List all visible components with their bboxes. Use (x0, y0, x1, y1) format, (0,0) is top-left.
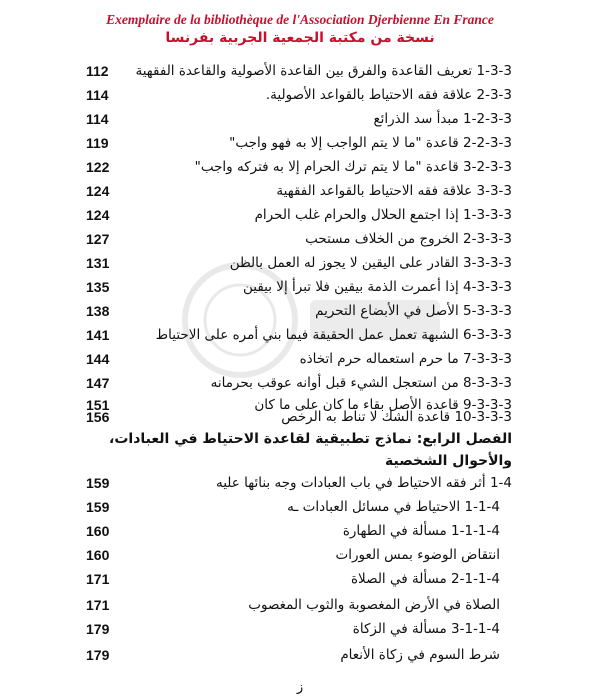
toc-row[interactable] (0, 60, 600, 82)
toc-entry-page: 124 (86, 183, 110, 199)
toc-entry-page: 124 (86, 207, 110, 223)
toc-row[interactable] (0, 84, 600, 106)
toc-entry-title: انتقاض الوضوء بمس العورات (335, 547, 500, 563)
toc-entry-title: شرط السوم في زكاة الأنعام (340, 647, 500, 663)
toc-row[interactable] (0, 132, 600, 154)
toc-entry-title: 3-3-3 علاقة فقه الاحتياط بالقواعد الفقهية (276, 183, 512, 199)
toc-row[interactable] (0, 618, 600, 640)
toc-row[interactable] (0, 568, 600, 590)
toc-row[interactable] (0, 324, 600, 346)
toc-entry-title: الصلاة في الأرض المغصوبة والثوب المغصوب (248, 597, 500, 613)
chapter-four-heading: الفصل الرابع: نماذج تطبيقية لقاعدة الاحتياط في العبادات، والأحوال الشخصية (109, 431, 512, 469)
toc-entry-title: 9-3-3-3 قاعدة الأصل بقاء ما كان على ما كان (254, 397, 512, 413)
toc-row[interactable] (0, 348, 600, 370)
toc-row[interactable] (0, 372, 600, 394)
toc-entry-title: 2-3-3-3 الخروج من الخلاف مستحب (305, 231, 512, 247)
library-stamp-arabic: نسخة من مكتبة الجمعية الجربية بفرنسا (165, 30, 435, 46)
toc-row[interactable] (0, 406, 600, 428)
toc-row[interactable] (0, 156, 600, 178)
toc-entry-page: 159 (86, 475, 110, 491)
toc-entry-title: 2-3-3 علاقة فقه الاحتياط بالقواعد الأصولية. (265, 87, 512, 103)
toc-entry-page: 179 (86, 647, 110, 663)
toc-row[interactable] (0, 108, 600, 130)
toc-row[interactable] (0, 228, 600, 250)
toc-row[interactable] (0, 276, 600, 298)
toc-entry-page: 159 (86, 499, 110, 515)
toc-row[interactable] (0, 594, 600, 616)
toc-entry-title: 2-2-3-3 قاعدة "ما لا يتم الواجب إلا به فهو واجب" (229, 135, 512, 151)
toc-entry-title: 3-1-1-4 مسألة في الزكاة (352, 621, 500, 637)
toc-entry-title: 1-2-3-3 مبدأ سد الذرائع (373, 111, 512, 127)
toc-row[interactable] (0, 496, 600, 518)
toc-row[interactable] (0, 252, 600, 274)
toc-entry-page: 119 (86, 135, 109, 151)
toc-row[interactable] (0, 544, 600, 566)
toc-entry-title: 4-3-3-3 إذا أعمرت الذمة بيقين فلا تبرأ إلا بيقين (242, 279, 512, 295)
toc-entry-page: 156 (86, 409, 110, 425)
toc-entry-title: 6-3-3-3 الشبهة تعمل عمل الحقيقة فيما بني أمره على الاحتياط (155, 327, 512, 343)
toc-entry-page: 127 (86, 231, 110, 247)
toc-entry-page: 151 (86, 397, 110, 413)
toc-row[interactable] (0, 300, 600, 322)
toc-entry-title: 7-3-3-3 ما حرم استعماله حرم اتخاذه (299, 351, 512, 367)
toc-entry-page: 114 (86, 87, 109, 103)
toc-entry-title: 5-3-3-3 الأصل في الأبضاع التحريم (315, 303, 512, 319)
toc-entry-page: 147 (86, 375, 110, 391)
toc-entry-page: 171 (86, 571, 110, 587)
toc-entry-title: 10-3-3-3 قاعدة الشك لا تناط به الرخص (281, 409, 512, 425)
toc-entry-page: 122 (86, 159, 110, 175)
toc-row[interactable] (0, 472, 600, 494)
toc-entry-page: 112 (86, 63, 109, 79)
page-letter: ز (296, 680, 304, 695)
library-stamp-french: Exemplaire de la bibliothèque de l'Association Djerbienne En France (106, 12, 494, 27)
toc-entry-title: 1-1-4 الاحتياط في مسائل العبادات ـه (287, 499, 500, 515)
toc-entry-title: 8-3-3-3 من استعجل الشيء قبل أوانه عوقب بحرمانه (210, 375, 512, 391)
toc-entry-page: 141 (86, 327, 110, 343)
toc-row[interactable] (0, 204, 600, 226)
toc-entry-title: 1-1-1-4 مسألة في الطهارة (342, 523, 500, 539)
toc-entry-title: 1-4 أثر فقه الاحتياط في باب العبادات وجه بنائها عليه (216, 475, 512, 491)
toc-entry-title: 3-3-3-3 القادر على اليقين لا يجوز له العمل بالظن (229, 255, 512, 271)
toc-row[interactable] (0, 644, 600, 666)
toc-row[interactable] (0, 520, 600, 542)
toc-entry-page: 144 (86, 351, 110, 367)
toc-entry-page: 160 (86, 547, 110, 563)
toc-entry-page: 179 (86, 621, 110, 637)
toc-row[interactable] (0, 180, 600, 202)
toc-entry-title: 2-1-1-4 مسألة في الصلاة (350, 571, 500, 587)
toc-entry-title: 1-3-3 تعريف القاعدة والفرق بين القاعدة الأصولية والقاعدة الفقهية (135, 63, 512, 79)
toc-entry-page: 171 (86, 597, 110, 613)
toc-entry-page: 131 (86, 255, 110, 271)
toc-entry-page: 114 (86, 111, 109, 127)
toc-entry-title: 3-2-3-3 قاعدة "ما لا يتم ترك الحرام إلا به فتركه واجب" (194, 159, 512, 175)
toc-entry-page: 138 (86, 303, 110, 319)
toc-entry-title: 1-3-3-3 إذا اجتمع الحلال والحرام غلب الحرام (254, 207, 512, 223)
toc-entry-page: 160 (86, 523, 110, 539)
toc-entry-page: 135 (86, 279, 110, 295)
